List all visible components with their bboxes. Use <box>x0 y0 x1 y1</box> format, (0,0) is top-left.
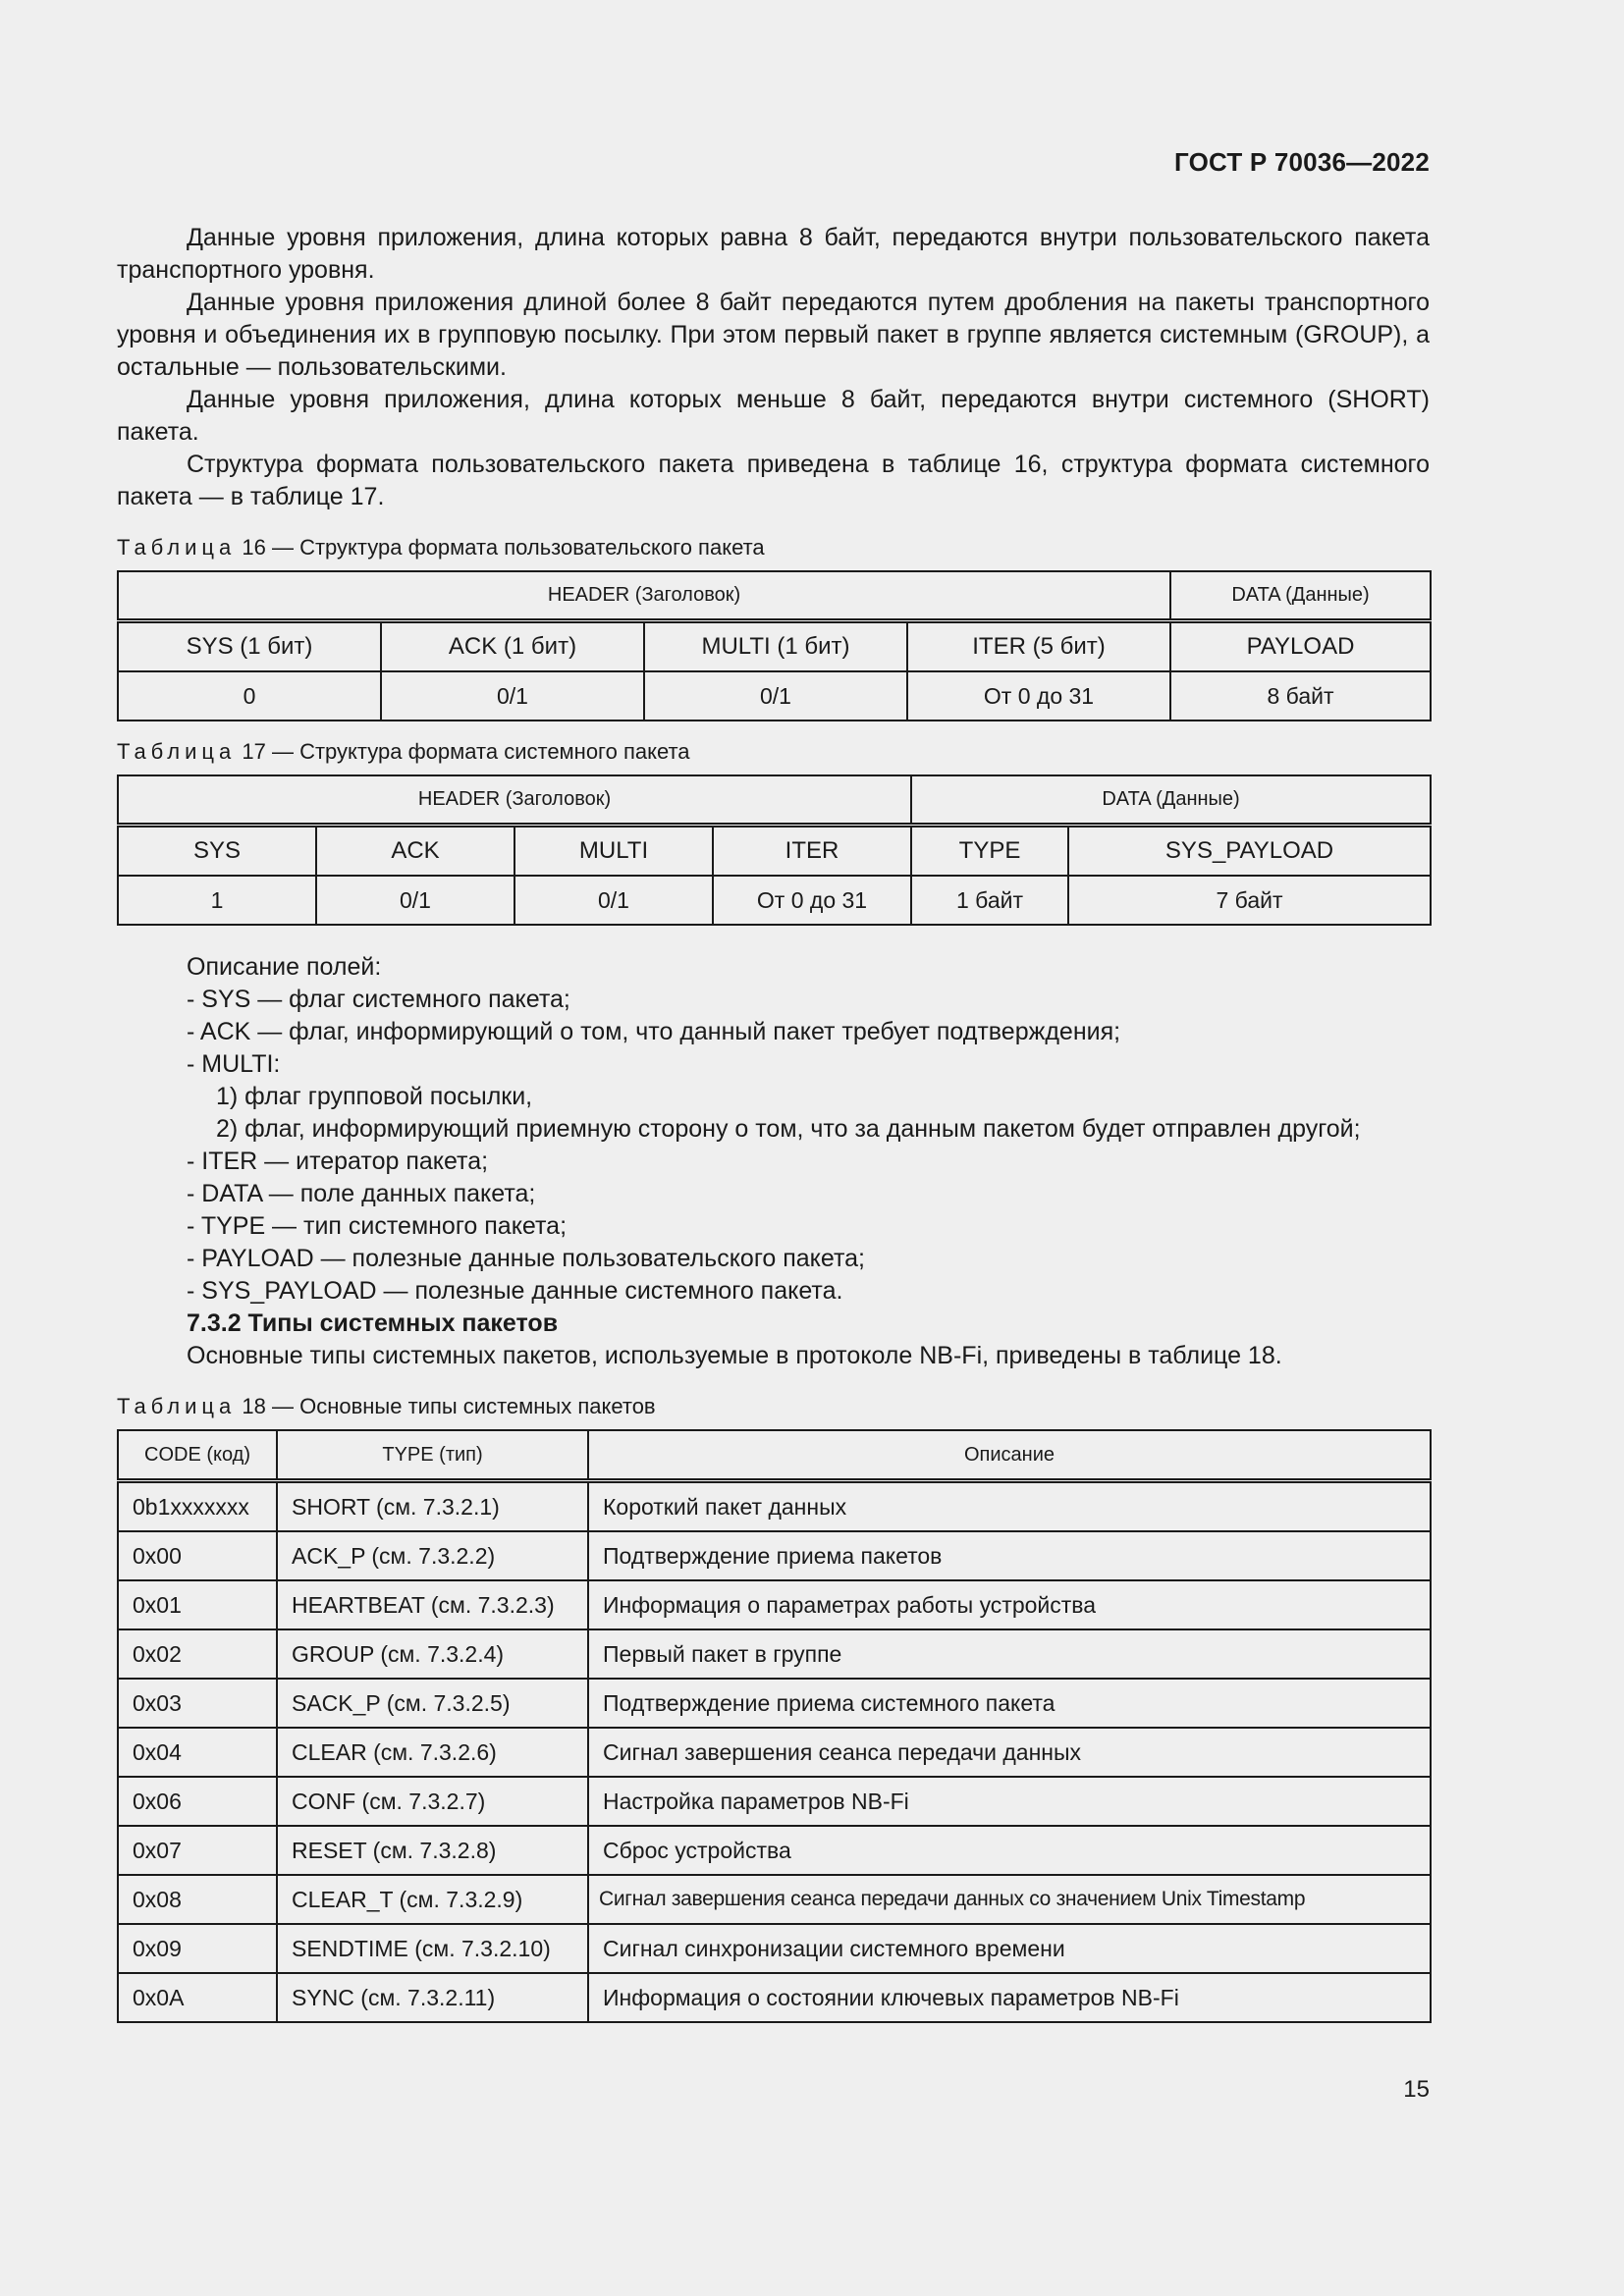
table18-description-cell: Информация о параметрах работы устройства <box>588 1580 1431 1629</box>
table16-caption <box>117 535 1430 561</box>
table18-type-cell: SENDTIME (см. 7.3.2.10) <box>277 1924 588 1973</box>
table17-data-cell: DATA (Данные) <box>911 775 1431 826</box>
table18-row <box>118 1777 1431 1826</box>
table18-row <box>118 1728 1431 1777</box>
table18-column: CODE (код) <box>118 1430 277 1481</box>
table18-caption-word: Таблица <box>117 1394 237 1418</box>
table18-row <box>118 1580 1431 1629</box>
table17-caption <box>117 739 1430 765</box>
field-item: - SYS — флаг системного пакета; <box>187 986 570 1013</box>
table17-column: ITER <box>713 826 911 877</box>
table18-code-cell: 0x02 <box>118 1629 277 1679</box>
table16-column: ITER (5 бит) <box>907 621 1170 672</box>
section-title: 7.3.2 Типы системных пакетов <box>187 1309 559 1337</box>
table17-column: SYS_PAYLOAD <box>1068 826 1431 877</box>
table16 <box>117 570 1432 721</box>
table16-value: 8 байт <box>1170 671 1431 721</box>
table17-column: MULTI <box>514 826 713 877</box>
table18-description-cell: Сигнал завершения сеанса передачи данных со значением Unix Timestamp <box>588 1875 1431 1924</box>
table18-description-cell: Сигнал завершения сеанса передачи данных <box>588 1728 1431 1777</box>
table18-type-cell: CLEAR (см. 7.3.2.6) <box>277 1728 588 1777</box>
field-item: - SYS_PAYLOAD — полезные данные системного пакета. <box>187 1277 843 1305</box>
intro-paragraph: Данные уровня приложения, длина которых меньше 8 байт, передаются внутри системного (SHORT) пакета. <box>117 386 1430 446</box>
table18-caption-text: 18 — Основные типы системных пакетов <box>242 1394 656 1418</box>
table18 <box>117 1429 1432 2023</box>
table16-caption-word: Таблица <box>117 535 237 560</box>
fields-title: Описание полей: <box>187 953 382 981</box>
table18-type-cell: CONF (см. 7.3.2.7) <box>277 1777 588 1826</box>
table18-code-cell: 0x06 <box>118 1777 277 1826</box>
table17-value: 7 байт <box>1068 876 1431 925</box>
page-number: 15 <box>1403 2076 1430 2103</box>
table17-caption-word: Таблица <box>117 739 237 764</box>
table18-caption <box>117 1394 1430 1419</box>
table17-column: TYPE <box>911 826 1068 877</box>
table17-value: От 0 до 31 <box>713 876 911 925</box>
page-content <box>117 222 1430 2023</box>
table18-description-cell: Подтверждение приема системного пакета <box>588 1679 1431 1728</box>
table17-value: 0/1 <box>514 876 713 925</box>
table18-description-cell: Сигнал синхронизации системного времени <box>588 1924 1431 1973</box>
table16-header-row <box>118 571 1431 621</box>
table16-header-cell: HEADER (Заголовок) <box>118 571 1170 621</box>
table18-description-cell: Короткий пакет данных <box>588 1481 1431 1532</box>
table18-row <box>118 1629 1431 1679</box>
table18-code-cell: 0x01 <box>118 1580 277 1629</box>
field-subitem: 2) флаг, информирующий приемную сторону о том, что за данным пакетом будет отправлен другой; <box>216 1115 1361 1143</box>
table16-column: SYS (1 бит) <box>118 621 381 672</box>
table18-description-cell: Информация о состоянии ключевых параметров NB-Fi <box>588 1973 1431 2022</box>
field-item: - ACK — флаг, информирующий о том, что данный пакет требует подтверждения; <box>187 1018 1121 1045</box>
table18-row <box>118 1679 1431 1728</box>
table18-type-cell: HEARTBEAT (см. 7.3.2.3) <box>277 1580 588 1629</box>
table18-type-cell: SACK_P (см. 7.3.2.5) <box>277 1679 588 1728</box>
table18-code-cell: 0b1xxxxxxx <box>118 1481 277 1532</box>
table18-type-cell: GROUP (см. 7.3.2.4) <box>277 1629 588 1679</box>
table18-type-cell: RESET (см. 7.3.2.8) <box>277 1826 588 1875</box>
table18-column: TYPE (тип) <box>277 1430 588 1481</box>
table16-values-row <box>118 671 1431 721</box>
table17-value: 1 байт <box>911 876 1068 925</box>
table18-row <box>118 1826 1431 1875</box>
field-item: - PAYLOAD — полезные данные пользовательского пакета; <box>187 1245 865 1272</box>
field-item: - DATA — поле данных пакета; <box>187 1180 536 1207</box>
intro-paragraph: Данные уровня приложения, длина которых равна 8 байт, передаются внутри пользовательского пакета транспортного уровня. <box>117 224 1430 284</box>
table16-value: От 0 до 31 <box>907 671 1170 721</box>
table18-type-cell: SYNC (см. 7.3.2.11) <box>277 1973 588 2022</box>
table18-row <box>118 1531 1431 1580</box>
intro-paragraph: Данные уровня приложения длиной более 8 байт передаются путем дробления на пакеты транспортного уровня и объединения их в групповую посылку. При этом первый пакет в группе является системным (GROUP), а остальные — пользовательскими. <box>117 289 1430 381</box>
table17-values-row <box>118 876 1431 925</box>
table18-header-row <box>118 1430 1431 1481</box>
table17-column: SYS <box>118 826 316 877</box>
field-item: - ITER — итератор пакета; <box>187 1148 489 1175</box>
table18-code-cell: 0x04 <box>118 1728 277 1777</box>
section-text: Основные типы системных пакетов, используемые в протоколе NB-Fi, приведены в таблице 18. <box>187 1342 1282 1369</box>
field-subitem: 1) флаг групповой посылки, <box>216 1083 533 1110</box>
table16-column: ACK (1 бит) <box>381 621 644 672</box>
fields-description <box>117 951 1430 1372</box>
table18-code-cell: 0x07 <box>118 1826 277 1875</box>
table18-description-cell: Первый пакет в группе <box>588 1629 1431 1679</box>
table17-columns-row <box>118 826 1431 877</box>
table18-description-cell: Настройка параметров NB-Fi <box>588 1777 1431 1826</box>
table17-value: 0/1 <box>316 876 514 925</box>
field-item: - TYPE — тип системного пакета; <box>187 1212 568 1240</box>
table18-row <box>118 1481 1431 1532</box>
table18-row <box>118 1973 1431 2022</box>
table18-code-cell: 0x00 <box>118 1531 277 1580</box>
table16-column: PAYLOAD <box>1170 621 1431 672</box>
intro-paragraph: Структура формата пользовательского пакета приведена в таблице 16, структура формата системного пакета — в таблице 17. <box>117 451 1430 510</box>
table16-value: 0/1 <box>644 671 907 721</box>
table17-column: ACK <box>316 826 514 877</box>
table17-header-row <box>118 775 1431 826</box>
table18-type-cell: SHORT (см. 7.3.2.1) <box>277 1481 588 1532</box>
table18-description-cell: Сброс устройства <box>588 1826 1431 1875</box>
table16-column: MULTI (1 бит) <box>644 621 907 672</box>
table16-value: 0 <box>118 671 381 721</box>
table18-code-cell: 0x0A <box>118 1973 277 2022</box>
table18-code-cell: 0x08 <box>118 1875 277 1924</box>
table18-row <box>118 1875 1431 1924</box>
table17-header-cell: HEADER (Заголовок) <box>118 775 911 826</box>
table18-code-cell: 0x09 <box>118 1924 277 1973</box>
table17-value: 1 <box>118 876 316 925</box>
table18-row <box>118 1924 1431 1973</box>
table16-caption-text: 16 — Структура формата пользовательского пакета <box>242 535 765 560</box>
table16-columns-row <box>118 621 1431 672</box>
table18-type-cell: ACK_P (см. 7.3.2.2) <box>277 1531 588 1580</box>
document-standard-number: ГОСТ Р 70036—2022 <box>1174 147 1430 177</box>
table17-caption-text: 17 — Структура формата системного пакета <box>242 739 690 764</box>
field-item: - MULTI: <box>187 1050 281 1078</box>
table16-data-cell: DATA (Данные) <box>1170 571 1431 621</box>
table18-code-cell: 0x03 <box>118 1679 277 1728</box>
table18-column: Описание <box>588 1430 1431 1481</box>
table16-value: 0/1 <box>381 671 644 721</box>
table18-type-cell: CLEAR_T (см. 7.3.2.9) <box>277 1875 588 1924</box>
table18-description-cell: Подтверждение приема пакетов <box>588 1531 1431 1580</box>
table17 <box>117 774 1432 926</box>
